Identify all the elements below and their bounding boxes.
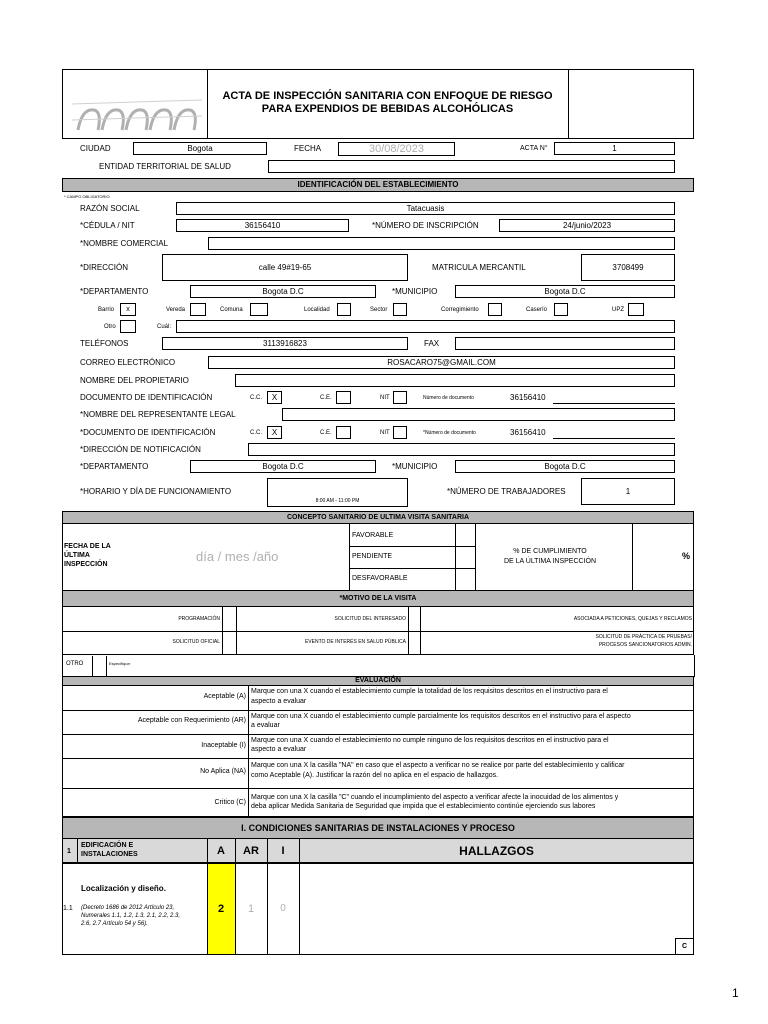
municipio-label: *MUNICIPIO [392, 287, 438, 296]
motivo-practica-line1[interactable]: SOLICITUD DE PRÁCTICA DE PRUEBAS/ [595, 634, 692, 640]
razon-label: RAZÓN SOCIAL [80, 204, 140, 213]
representante-label: *NOMBRE DEL REPRESENTANTE LEGAL [80, 410, 236, 419]
nit-label: NIT [380, 395, 390, 401]
razon-field[interactable]: Tatacuasis [176, 202, 675, 215]
form-title-line2: PARA EXPENDIOS DE BEBIDAS ALCOHÓLICAS [261, 103, 514, 115]
departamento-field[interactable]: Bogota D.C [190, 285, 376, 298]
item-ref1: (Decreto 1686 de 2012 Artículo 23, [81, 905, 175, 911]
critico-checkbox[interactable]: C [675, 938, 694, 955]
caserio-label: Caserío [526, 307, 548, 313]
eval-inaceptable-desc1: Marque con una X cuando el establecimiento no cumple ninguno de los requisitos descritos en el instructivo para el [251, 737, 609, 744]
nombre-comercial-label: *NOMBRE COMERCIAL [80, 239, 169, 248]
eval-inaceptable-label: Inaceptable (I) [201, 742, 246, 749]
fecha-label: FECHA [294, 144, 322, 153]
pendiente-option[interactable]: PENDIENTE [352, 553, 393, 560]
motivo-evento[interactable]: EVENTO DE INTERÉS EN SALUD PÚBLICA [304, 639, 406, 645]
item-title: Localización y diseño. [81, 884, 166, 893]
matricula-field[interactable]: 3708499 [581, 254, 675, 281]
horario-label: *HORARIO Y DÍA DE FUNCIONAMIENTO [80, 487, 232, 496]
section-concepto: CONCEPTO SANITARIO DE ULTIMA VISITA SANITARIA [62, 511, 694, 524]
ciudad-field[interactable]: Bogota [133, 142, 267, 155]
ce-label: C.E. [320, 395, 332, 401]
item-ref2: Numerales 1.1, 1.2, 1.3, 2.1, 2.2, 2.3, [81, 913, 181, 919]
localidad-checkbox[interactable] [337, 303, 351, 316]
motivo-otro: OTRO [66, 661, 84, 667]
fecha-field[interactable]: 30/08/2023 [338, 142, 455, 156]
cc2-checkbox[interactable]: X [267, 426, 282, 439]
correo-label: CORREO ELECTRÓNICO [80, 358, 176, 367]
barrio-label: Barrio [98, 307, 115, 313]
entidad-label: ENTIDAD TERRITORIAL DE SALUD [99, 162, 231, 171]
condiciones-title-line1: EDIFICACIÓN E [81, 842, 134, 849]
motivo-peticiones[interactable]: ASOCIADA A PETICIONES, QUEJAS Y RECLAMOS [573, 616, 692, 622]
fecha-ultima-line1: FECHA DE LA [64, 543, 111, 550]
section-motivo: *MOTIVO DE LA VISITA [62, 590, 694, 607]
eval-noaplica-desc2: como Aceptable (A). Justificar la razón del no aplica en el espacio de hallazgos. [251, 772, 499, 779]
ciudad-label: CIUDAD [80, 144, 111, 153]
caserio-checkbox[interactable] [554, 303, 568, 316]
eval-ar-label: Aceptable con Requerimiento (AR) [137, 717, 246, 724]
eval-critico-desc2: deba aplicar Medida Sanitaria de Seguridad que impida que el establecimiento continúe ejerciendo sus labores [251, 803, 596, 810]
doc2-label: *DOCUMENTO DE IDENTIFICACIÓN [80, 428, 216, 437]
departamento2-field[interactable]: Bogota D.C [190, 460, 376, 473]
page-number: 1 [732, 986, 739, 1000]
fecha-ultima-line2: ÚLTIMA [64, 552, 90, 559]
municipio2-field[interactable]: Bogota D.C [455, 460, 675, 473]
numdoc-label: Número de documento [423, 395, 474, 401]
cumplimiento-line1: % DE CUMPLIMIENTO [513, 548, 587, 555]
acta-label: ACTA N° [520, 145, 548, 152]
eval-noaplica-label: No Aplica (NA) [200, 768, 246, 775]
motivo-practica-line2: PROCESOS SANCIONATORIOS ADMIN. [598, 642, 692, 648]
col-i-header: I [281, 845, 285, 857]
inscripcion-field[interactable]: 24/junio/2023 [499, 219, 675, 232]
score-a: 2 [217, 903, 225, 915]
ce2-checkbox[interactable] [336, 426, 351, 439]
item-num: 1.1 [63, 905, 73, 912]
cual-label: Cuál: [157, 324, 172, 330]
comuna-checkbox[interactable] [250, 303, 268, 316]
notificacion-label: *DIRECCIÓN DE NOTIFICACIÓN [80, 445, 201, 454]
propietario-field[interactable] [235, 374, 675, 387]
sector-label: Sector [370, 307, 388, 313]
departamento-label: *DEPARTAMENTO [80, 287, 149, 296]
eval-ar-desc2: a evaluar [251, 722, 280, 729]
eval-aceptable-label: Aceptable (A) [203, 693, 246, 700]
form-title-line1: ACTA DE INSPECCIÓN SANITARIA CON ENFOQUE DE RIESGO [222, 90, 553, 102]
upz-label: UPZ [612, 307, 624, 313]
localidad-label: Localidad [304, 307, 330, 313]
eval-critico-label: Critico (C) [214, 799, 246, 806]
motivo-especifique[interactable]: Especifique: [109, 661, 131, 666]
fax-label: FAX [424, 339, 440, 348]
numdoc-value[interactable]: 36156410 [510, 393, 546, 402]
col-hallazgos-header: HALLAZGOS [459, 844, 534, 858]
doc-label: DOCUMENTO DE IDENTIFICACIÓN [80, 393, 213, 402]
vereda-checkbox[interactable] [190, 303, 206, 316]
cual-field[interactable] [176, 320, 675, 333]
telefonos-field[interactable]: 3113916823 [162, 337, 408, 350]
propietario-label: NOMBRE DEL PROPIETARIO [80, 376, 189, 385]
vereda-label: Vereda [166, 307, 186, 313]
corregimiento-label: Corregimiento [441, 307, 479, 313]
score-i[interactable]: 0 [280, 903, 286, 914]
corregimiento-checkbox[interactable] [488, 303, 502, 316]
condiciones-num: 1 [67, 848, 71, 855]
cumplimiento-line2: DE LA ÚLTIMA INSPECCIÓN [503, 558, 597, 565]
cedula-field[interactable]: 36156410 [176, 219, 349, 232]
representante-field[interactable] [282, 408, 675, 421]
acta-field[interactable]: 1 [554, 142, 675, 155]
matricula-label: MATRICULA MERCANTIL [432, 263, 526, 272]
fax-field[interactable] [455, 337, 675, 350]
nit2-checkbox[interactable] [393, 426, 407, 439]
section-identificacion: IDENTIFICACIÓN DEL ESTABLECIMIENTO [62, 178, 694, 192]
direccion-field[interactable]: calle 49#19-65 [162, 254, 408, 281]
fecha-ultima-line3: INSPECCIÓN [64, 561, 108, 568]
eval-noaplica-desc1: Marque con una X la casilla "NA" en caso que el aspecto a verificar no se realice por parte del establecimiento y calificar [251, 762, 625, 769]
col-a-header: A [217, 845, 225, 857]
score-ar[interactable]: 1 [247, 903, 255, 915]
motivo-solicitud-interesado[interactable]: SOLICITUD DEL INTERESADO [334, 616, 406, 622]
trabajadores-field[interactable]: 1 [581, 478, 675, 505]
eval-critico-desc1: Marque con una X la casilla "C" cuando el incumplimiento del aspecto a verificar afecte la inocuidad de los alimentos y [251, 794, 619, 801]
municipio-field[interactable]: Bogota D.C [455, 285, 675, 298]
inscripcion-label: *NÚMERO DE INSCRIPCIÓN [372, 221, 479, 230]
cedula-label: *CÉDULA / NIT [80, 221, 135, 230]
cc2-label: C.C. [250, 430, 262, 436]
hallazgos-field[interactable] [300, 864, 674, 954]
sector-checkbox[interactable] [393, 303, 407, 316]
otro-label: Otro [104, 324, 116, 330]
cc-label: C.C. [250, 395, 262, 401]
eval-aceptable-desc2: aspecto a evaluar [251, 698, 307, 705]
departamento2-label: *DEPARTAMENTO [80, 462, 149, 471]
nombre-comercial-field[interactable] [208, 237, 675, 250]
municipio2-label: *MUNICIPIO [392, 462, 438, 471]
desfavorable-option[interactable]: DESFAVORABLE [352, 575, 408, 582]
eval-ar-desc1: Marque con una X cuando el establecimiento cumple parcialmente los requisitos descritos en el instructivo para el aspecto [251, 713, 631, 720]
logo-image [72, 90, 202, 134]
telefonos-label: TELÉFONOS [80, 339, 129, 348]
condiciones-title-line2: INSTALACIONES [81, 851, 138, 858]
fecha-ultima-field[interactable]: día / mes /año [196, 549, 279, 564]
col-ar-header: AR [243, 845, 259, 857]
correo-field[interactable]: ROSACARO75@GMAIL.COM [208, 356, 675, 369]
item-ref3: 2.6, 2.7 Artículo 54 y 56). [81, 921, 148, 927]
motivo-solicitud-oficial[interactable]: SOLICITUD OFICIAL [172, 639, 220, 645]
notificacion-field[interactable] [248, 443, 675, 456]
section-condiciones: I. CONDICIONES SANITARIAS DE INSTALACIONES Y PROCESO [62, 817, 694, 839]
favorable-option[interactable]: FAVORABLE [352, 532, 394, 539]
otro-checkbox[interactable] [120, 320, 136, 333]
section-evaluacion: EVALUACIÓN [62, 676, 694, 686]
campo-obligatorio-note: * CAMPO OBLIGATORIO [64, 194, 110, 199]
barrio-checkbox[interactable]: x [120, 303, 136, 316]
cc-checkbox[interactable]: X [267, 391, 282, 404]
motivo-programacion[interactable]: PROGRAMACIÓN [178, 616, 220, 622]
cumplimiento-percent: % [682, 551, 691, 561]
nit2-label: NIT [380, 430, 390, 436]
comuna-label: Comuna [220, 307, 243, 313]
numdoc2-label: *Número de documento [423, 430, 476, 436]
upz-checkbox[interactable] [628, 303, 644, 316]
ce2-label: C.E. [320, 430, 332, 436]
numdoc2-value[interactable]: 36156410 [510, 428, 546, 437]
trabajadores-label: *NÚMERO DE TRABAJADORES [447, 487, 566, 496]
horario-value: 8:00 AM - 11:00 PM [315, 498, 360, 504]
eval-aceptable-desc1: Marque con una X cuando el establecimiento cumple la totalidad de los requisitos descritos en el instructivo para el [251, 688, 608, 695]
direccion-label: *DIRECCIÓN [80, 263, 129, 272]
entidad-field[interactable] [268, 160, 675, 173]
eval-inaceptable-desc2: aspecto a evaluar [251, 746, 307, 753]
ce-checkbox[interactable] [336, 391, 351, 404]
nit-checkbox[interactable] [393, 391, 407, 404]
